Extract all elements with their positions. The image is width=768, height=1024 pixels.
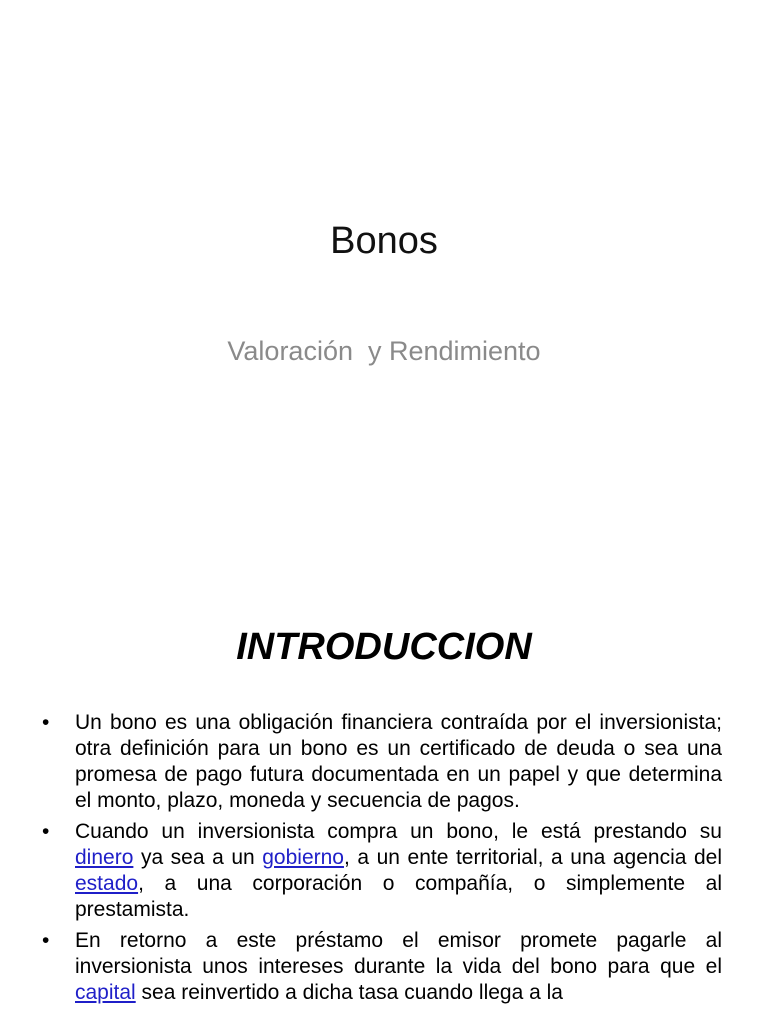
- bullet-text: , a un ente territorial, a una agencia del: [343, 846, 722, 869]
- bullet-text: Cuando un inversionista compra un bono, le está prestando su: [75, 820, 722, 843]
- bullet-icon: •: [42, 711, 50, 734]
- bullet-icon: •: [42, 820, 50, 843]
- link-gobierno[interactable]: gobierno: [262, 846, 344, 869]
- bullet-text: Un bono es una obligación financiera contraída por el inversionista; otra definición para un bono es un certificado de deuda o sea una promesa de pago futura documentada en un papel y que determina el monto, plazo, moneda y secuencia de pagos.: [75, 711, 722, 812]
- link-dinero[interactable]: dinero: [75, 846, 134, 869]
- slide-subtitle: Valoración y Rendimiento: [227, 336, 541, 366]
- slide-title: Bonos: [330, 220, 438, 262]
- bullet-list: [42, 710, 722, 1011]
- bullet-item: [42, 928, 722, 1006]
- bullet-text: , a una corporación o compañía, o simplemente al prestamista.: [75, 872, 722, 921]
- bullet-item: [42, 819, 722, 923]
- bullet-item: [42, 710, 722, 814]
- link-capital[interactable]: capital: [75, 981, 136, 1004]
- bullet-text: En retorno a este préstamo el emisor promete pagarle al inversionista unos intereses durante la vida del bono para que el: [75, 929, 722, 978]
- bullet-text: ya sea a un: [133, 846, 263, 869]
- bullet-icon: •: [42, 929, 50, 952]
- section-heading: INTRODUCCION: [236, 626, 532, 668]
- bullet-text: sea reinvertido a dicha tasa cuando llega a la: [135, 981, 563, 1004]
- link-estado[interactable]: estado: [75, 872, 139, 895]
- intro-slide: [0, 576, 768, 1024]
